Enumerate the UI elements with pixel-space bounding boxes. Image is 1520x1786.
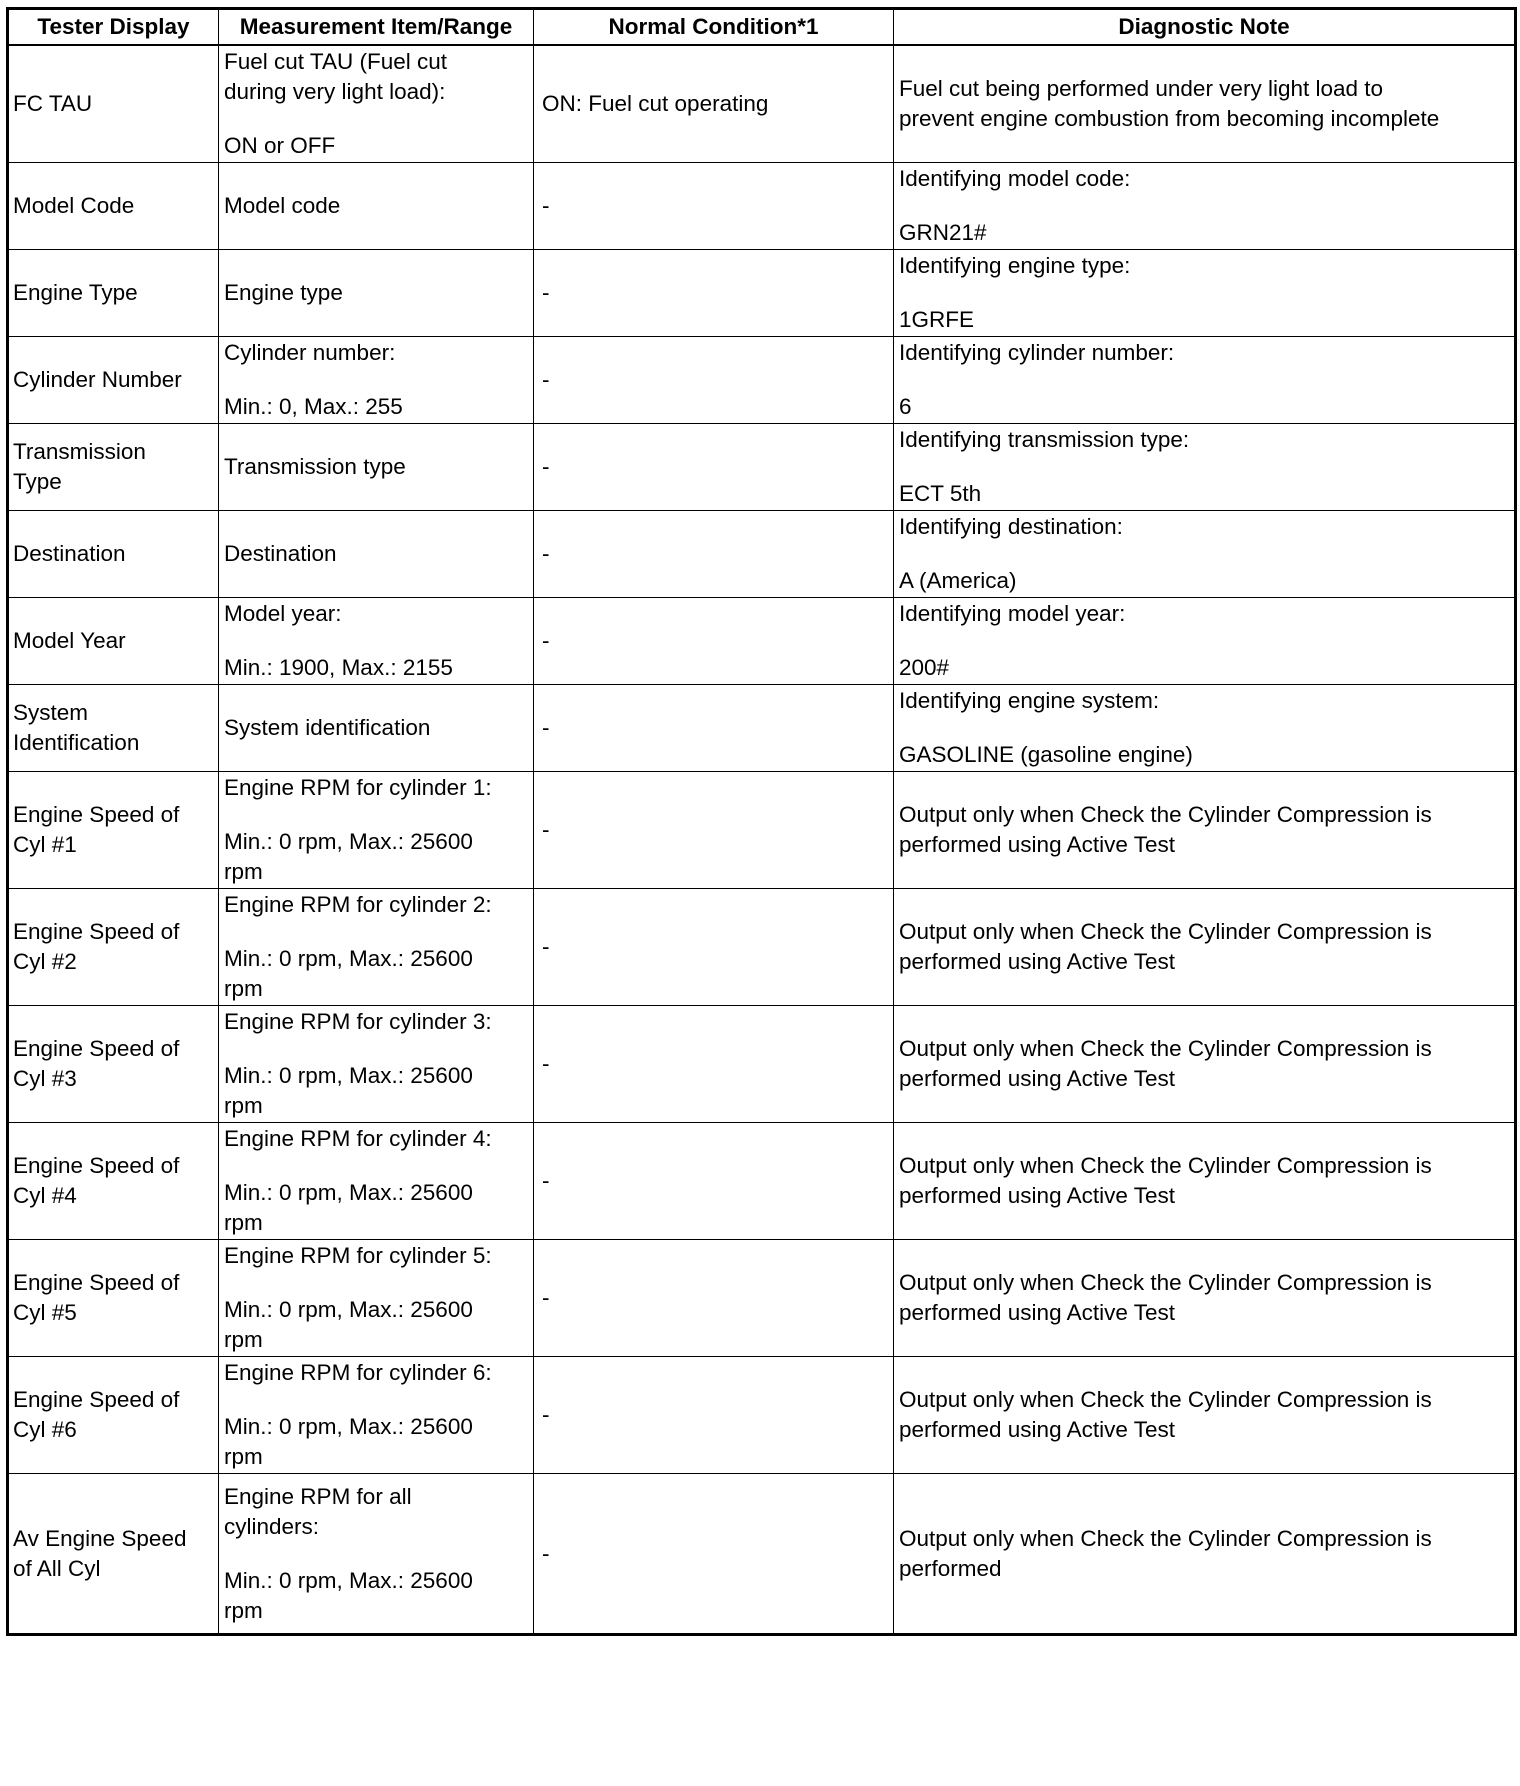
cell-line: performed using Active Test bbox=[899, 1300, 1175, 1325]
normal-condition-cell bbox=[534, 685, 894, 772]
cell-line: Engine Type bbox=[13, 280, 138, 305]
cell-line: Min.: 0 rpm, Max.: 25600 bbox=[224, 1297, 473, 1322]
cell-line: Identifying engine type: bbox=[899, 253, 1131, 278]
table-row bbox=[8, 1006, 1516, 1123]
diagnostic-note-cell bbox=[894, 45, 1516, 163]
measurement-item-cell bbox=[219, 1006, 534, 1123]
cell-line: Transmission bbox=[13, 439, 146, 464]
cell-line: Output only when Check the Cylinder Compression is bbox=[899, 1387, 1432, 1412]
cell-line: Engine RPM for cylinder 3: bbox=[224, 1009, 492, 1034]
cell-line: Engine Speed of bbox=[13, 919, 180, 944]
measurement-item-cell bbox=[219, 1357, 534, 1474]
normal-condition-cell bbox=[534, 163, 894, 250]
cell-line: - bbox=[542, 715, 550, 740]
cell-line: Min.: 0 rpm, Max.: 25600 bbox=[224, 1567, 473, 1593]
tester-display-cell bbox=[8, 889, 219, 1006]
cell-line: Cyl #1 bbox=[13, 832, 77, 857]
cell-line: - bbox=[542, 817, 550, 842]
measurement-item-cell bbox=[219, 250, 534, 337]
normal-condition-cell bbox=[534, 424, 894, 511]
table-row bbox=[8, 45, 1516, 163]
cell-line: - bbox=[542, 1540, 550, 1566]
table-row bbox=[8, 1474, 1516, 1635]
cell-line: - bbox=[542, 541, 550, 566]
cell-line: Identifying engine system: bbox=[899, 688, 1160, 713]
cell-line: - bbox=[542, 934, 550, 959]
cell-line: - bbox=[542, 454, 550, 479]
cell-line: Identifying transmission type: bbox=[899, 427, 1190, 452]
cell-line: Output only when Check the Cylinder Compression is bbox=[899, 1270, 1432, 1295]
diagnostic-note-cell bbox=[894, 424, 1516, 511]
cell-line: Min.: 0 rpm, Max.: 25600 bbox=[224, 1063, 473, 1088]
cell-line: rpm bbox=[224, 859, 263, 884]
normal-condition-cell bbox=[534, 511, 894, 598]
cell-line: Engine Speed of bbox=[13, 1270, 180, 1295]
measurement-item-cell bbox=[219, 598, 534, 685]
cell-line: ON: Fuel cut operating bbox=[542, 91, 769, 116]
cell-line: FC TAU bbox=[13, 91, 93, 116]
normal-condition-cell bbox=[534, 889, 894, 1006]
cell-line: ON or OFF bbox=[224, 133, 336, 158]
cell-line: Engine RPM for cylinder 4: bbox=[224, 1126, 492, 1151]
tester-display-cell bbox=[8, 772, 219, 889]
cell-line: cylinders: bbox=[224, 1513, 320, 1539]
diagnostic-note-cell bbox=[894, 685, 1516, 772]
cell-line: Output only when Check the Cylinder Compression is bbox=[899, 802, 1432, 827]
data-list-table-container bbox=[6, 7, 1517, 1636]
table-row bbox=[8, 1240, 1516, 1357]
cell-line: rpm bbox=[224, 1597, 263, 1623]
tester-display-cell bbox=[8, 1474, 219, 1635]
cell-line: - bbox=[542, 1285, 550, 1310]
cell-line: Cylinder number: bbox=[224, 340, 396, 365]
cell-line: Transmission type bbox=[224, 454, 406, 479]
header-measurement-item: Measurement Item/Range bbox=[219, 9, 534, 46]
cell-line: 200# bbox=[899, 655, 950, 680]
cell-line: System bbox=[13, 700, 89, 725]
cell-line: Min.: 0 rpm, Max.: 25600 bbox=[224, 1414, 473, 1439]
cell-line: Model Year bbox=[13, 628, 126, 653]
header-diagnostic-note: Diagnostic Note bbox=[894, 9, 1516, 46]
tester-display-cell bbox=[8, 685, 219, 772]
table-row bbox=[8, 511, 1516, 598]
normal-condition-cell bbox=[534, 772, 894, 889]
cell-line: rpm bbox=[224, 1210, 263, 1235]
cell-line: Model code bbox=[224, 193, 341, 218]
cell-line: Fuel cut TAU (Fuel cut bbox=[224, 49, 447, 74]
cell-line: 6 bbox=[899, 394, 912, 419]
cell-line: rpm bbox=[224, 976, 263, 1001]
tester-display-cell bbox=[8, 1123, 219, 1240]
table-row bbox=[8, 772, 1516, 889]
cell-line: Output only when Check the Cylinder Compression is bbox=[899, 1525, 1432, 1551]
cell-line: Engine RPM for cylinder 6: bbox=[224, 1360, 492, 1385]
diagnostic-note-cell bbox=[894, 1474, 1516, 1635]
cell-line: System identification bbox=[224, 715, 431, 740]
cell-line: rpm bbox=[224, 1444, 263, 1469]
table-row bbox=[8, 685, 1516, 772]
tester-display-cell bbox=[8, 250, 219, 337]
cell-line: rpm bbox=[224, 1327, 263, 1352]
normal-condition-cell bbox=[534, 598, 894, 685]
measurement-item-cell bbox=[219, 337, 534, 424]
cell-line: Engine Speed of bbox=[13, 1036, 180, 1061]
diagnostic-note-cell bbox=[894, 337, 1516, 424]
cell-line: A (America) bbox=[899, 568, 1017, 593]
table-row bbox=[8, 1123, 1516, 1240]
tester-display-cell bbox=[8, 511, 219, 598]
diagnostic-note-cell bbox=[894, 1123, 1516, 1240]
cell-line: - bbox=[542, 280, 550, 305]
measurement-item-cell bbox=[219, 424, 534, 511]
header-normal-condition: Normal Condition*1 bbox=[534, 9, 894, 46]
tester-display-cell bbox=[8, 163, 219, 250]
tester-display-cell bbox=[8, 424, 219, 511]
cell-line: Destination bbox=[13, 541, 126, 566]
table-row bbox=[8, 598, 1516, 685]
table-body bbox=[8, 45, 1516, 1635]
cell-line: Engine Speed of bbox=[13, 802, 180, 827]
normal-condition-cell bbox=[534, 250, 894, 337]
cell-line: - bbox=[542, 1051, 550, 1076]
cell-line: of All Cyl bbox=[13, 1555, 101, 1581]
cell-line: Engine Speed of bbox=[13, 1387, 180, 1412]
diagnostic-note-cell bbox=[894, 163, 1516, 250]
cell-line: performed using Active Test bbox=[899, 832, 1175, 857]
cell-line: Identifying destination: bbox=[899, 514, 1123, 539]
measurement-item-cell bbox=[219, 511, 534, 598]
tester-display-cell bbox=[8, 1006, 219, 1123]
table-row bbox=[8, 250, 1516, 337]
header-row bbox=[8, 9, 1516, 46]
cell-line: Type bbox=[13, 469, 62, 494]
measurement-item-cell bbox=[219, 1123, 534, 1240]
diagnostic-note-cell bbox=[894, 598, 1516, 685]
normal-condition-cell bbox=[534, 1006, 894, 1123]
table-row bbox=[8, 889, 1516, 1006]
diagnostic-note-cell bbox=[894, 1006, 1516, 1123]
cell-line: - bbox=[542, 367, 550, 392]
cell-line: Engine RPM for cylinder 2: bbox=[224, 892, 492, 917]
cell-line: Output only when Check the Cylinder Compression is bbox=[899, 1153, 1432, 1178]
table-row bbox=[8, 163, 1516, 250]
cell-line: GASOLINE (gasoline engine) bbox=[899, 742, 1193, 767]
cell-line: Cyl #6 bbox=[13, 1417, 77, 1442]
measurement-item-cell bbox=[219, 889, 534, 1006]
cell-line: performed using Active Test bbox=[899, 1417, 1175, 1442]
cell-line: Cyl #4 bbox=[13, 1183, 77, 1208]
cell-line: during very light load): bbox=[224, 79, 446, 104]
diagnostic-note-cell bbox=[894, 250, 1516, 337]
cell-line: Min.: 0 rpm, Max.: 25600 bbox=[224, 829, 473, 854]
measurement-item-cell bbox=[219, 1474, 534, 1635]
cell-line: Cyl #3 bbox=[13, 1066, 77, 1091]
normal-condition-cell bbox=[534, 1240, 894, 1357]
cell-line: performed bbox=[899, 1555, 1002, 1581]
table-row bbox=[8, 424, 1516, 511]
normal-condition-cell bbox=[534, 45, 894, 163]
cell-line: Output only when Check the Cylinder Compression is bbox=[899, 919, 1432, 944]
measurement-item-cell bbox=[219, 45, 534, 163]
cell-line: prevent engine combustion from becoming incomplete bbox=[899, 106, 1440, 131]
normal-condition-cell bbox=[534, 1123, 894, 1240]
cell-line: Min.: 1900, Max.: 2155 bbox=[224, 655, 453, 680]
diagnostic-note-cell bbox=[894, 889, 1516, 1006]
normal-condition-cell bbox=[534, 1357, 894, 1474]
table-row bbox=[8, 337, 1516, 424]
cell-line: Engine RPM for cylinder 5: bbox=[224, 1243, 492, 1268]
cell-line: - bbox=[542, 628, 550, 653]
tester-display-cell bbox=[8, 598, 219, 685]
cell-line: Engine RPM for all bbox=[224, 1483, 412, 1509]
cell-line: Identifying cylinder number: bbox=[899, 340, 1175, 365]
cell-line: performed using Active Test bbox=[899, 1066, 1175, 1091]
normal-condition-cell bbox=[534, 1474, 894, 1635]
cell-line: Identification bbox=[13, 730, 140, 755]
cell-line: Av Engine Speed bbox=[13, 1525, 187, 1551]
cell-line: Min.: 0, Max.: 255 bbox=[224, 394, 403, 419]
cell-line: Engine type bbox=[224, 280, 343, 305]
cell-line: Cyl #2 bbox=[13, 949, 77, 974]
cell-line: Identifying model code: bbox=[899, 166, 1131, 191]
cell-line: Cyl #5 bbox=[13, 1300, 77, 1325]
cell-line: performed using Active Test bbox=[899, 1183, 1175, 1208]
cell-line: Destination bbox=[224, 541, 337, 566]
measurement-item-cell bbox=[219, 685, 534, 772]
cell-line: performed using Active Test bbox=[899, 949, 1175, 974]
cell-line: Cylinder Number bbox=[13, 367, 182, 392]
cell-line: Output only when Check the Cylinder Compression is bbox=[899, 1036, 1432, 1061]
diagnostic-note-cell bbox=[894, 1240, 1516, 1357]
diagnostic-note-cell bbox=[894, 511, 1516, 598]
normal-condition-cell bbox=[534, 337, 894, 424]
measurement-item-cell bbox=[219, 1240, 534, 1357]
cell-line: 1GRFE bbox=[899, 307, 975, 332]
measurement-item-cell bbox=[219, 163, 534, 250]
cell-line: - bbox=[542, 1168, 550, 1193]
tester-display-cell bbox=[8, 337, 219, 424]
cell-line: GRN21# bbox=[899, 220, 987, 245]
cell-line: ECT 5th bbox=[899, 481, 982, 506]
tester-display-cell bbox=[8, 1240, 219, 1357]
table-header bbox=[8, 9, 1516, 46]
tester-display-cell bbox=[8, 1357, 219, 1474]
measurement-item-cell bbox=[219, 772, 534, 889]
tester-display-cell bbox=[8, 45, 219, 163]
cell-line: Engine Speed of bbox=[13, 1153, 180, 1178]
cell-line: Model Code bbox=[13, 193, 135, 218]
cell-line: Model year: bbox=[224, 601, 342, 626]
cell-line: - bbox=[542, 193, 550, 218]
cell-line: Min.: 0 rpm, Max.: 25600 bbox=[224, 946, 473, 971]
cell-line: - bbox=[542, 1402, 550, 1427]
data-list-table bbox=[6, 7, 1517, 1636]
cell-line: Identifying model year: bbox=[899, 601, 1126, 626]
diagnostic-note-cell bbox=[894, 1357, 1516, 1474]
header-tester-display: Tester Display bbox=[8, 9, 219, 46]
cell-line: Min.: 0 rpm, Max.: 25600 bbox=[224, 1180, 473, 1205]
cell-line: Engine RPM for cylinder 1: bbox=[224, 775, 492, 800]
cell-line: Fuel cut being performed under very light load to bbox=[899, 76, 1384, 101]
table-row bbox=[8, 1357, 1516, 1474]
diagnostic-note-cell bbox=[894, 772, 1516, 889]
cell-line: rpm bbox=[224, 1093, 263, 1118]
